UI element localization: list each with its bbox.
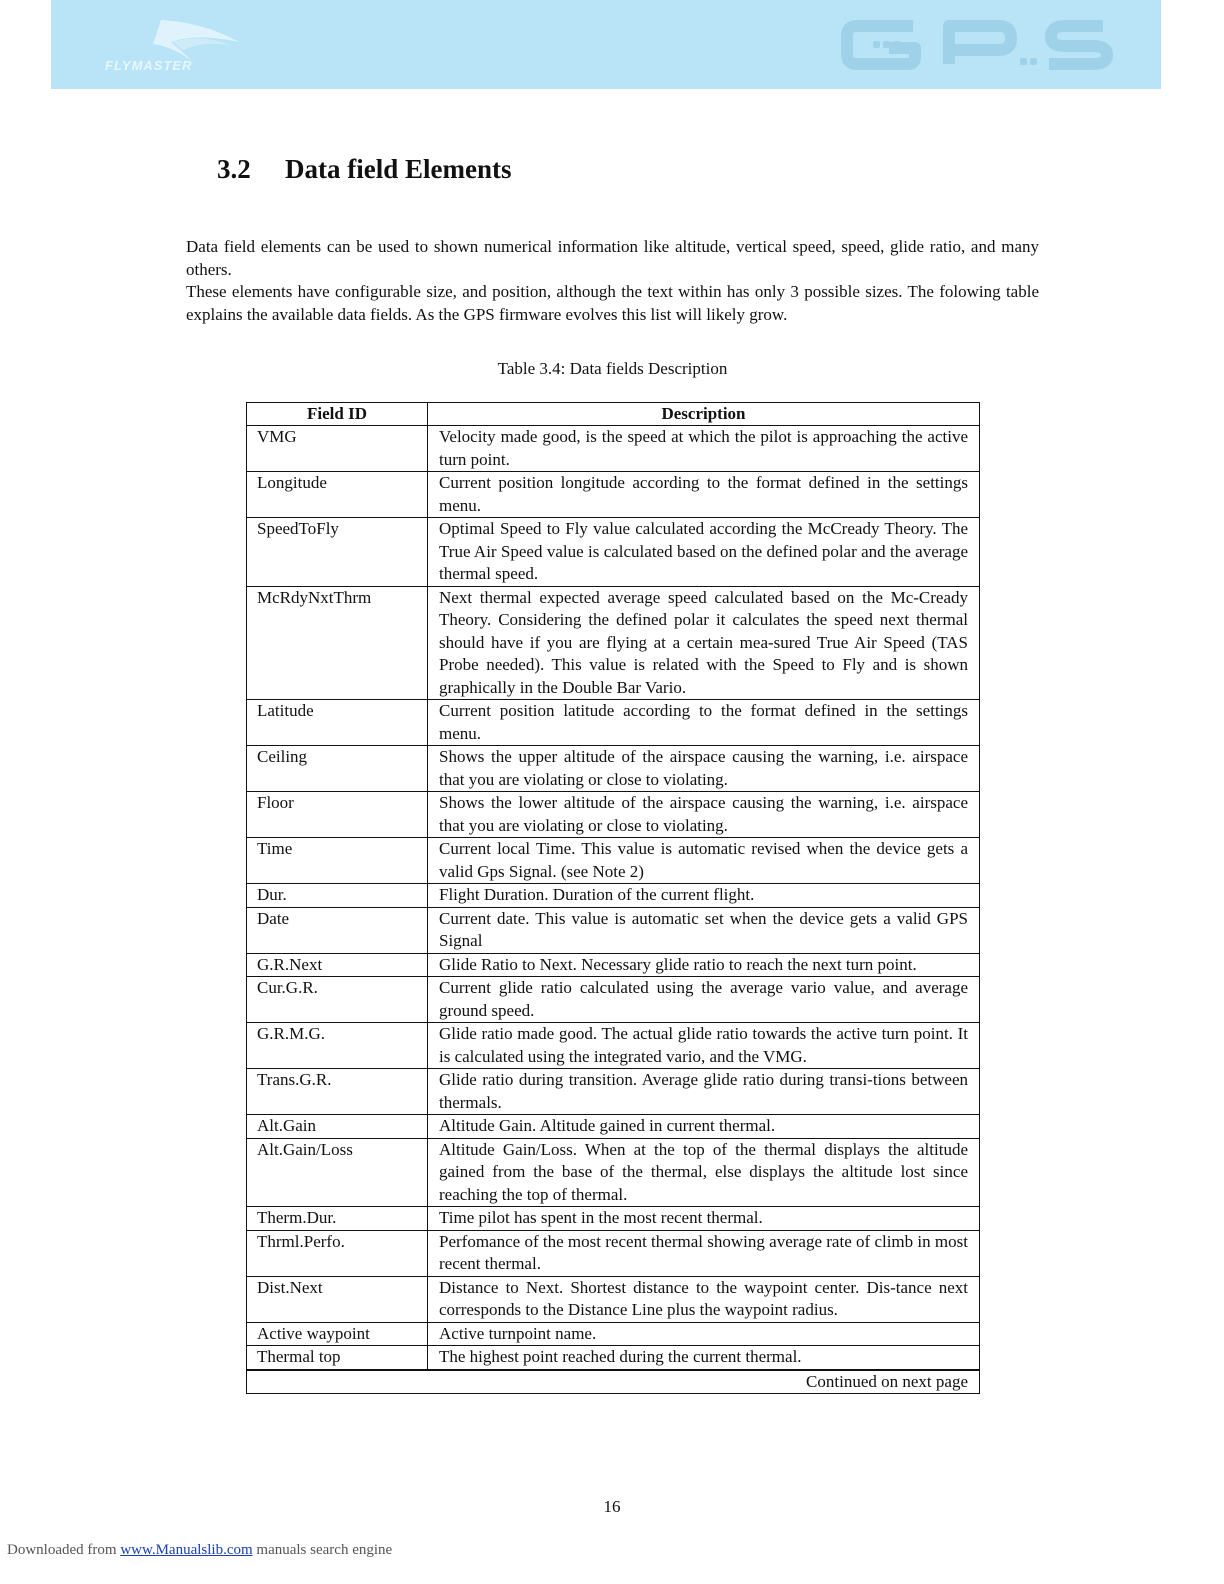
field-id-cell: Alt.Gain bbox=[247, 1115, 428, 1139]
field-id-cell: Therm.Dur. bbox=[247, 1207, 428, 1231]
footer-prefix: Downloaded from bbox=[7, 1542, 117, 1558]
table-row bbox=[247, 1115, 980, 1139]
field-id-cell: Dist.Next bbox=[247, 1276, 428, 1322]
field-id-cell: Floor bbox=[247, 792, 428, 838]
table-row bbox=[247, 426, 980, 472]
table-row bbox=[247, 953, 980, 977]
brand-name: FLYMASTER bbox=[105, 58, 193, 73]
field-id-cell: McRdyNxtThrm bbox=[247, 586, 428, 700]
table-row bbox=[247, 977, 980, 1023]
field-id-cell: G.R.M.G. bbox=[247, 1023, 428, 1069]
description-cell: Current date. This value is automatic set when the device gets a valid GPS Signal bbox=[428, 907, 980, 953]
description-cell: Current glide ratio calculated using the average vario value, and average ground speed. bbox=[428, 977, 980, 1023]
section-number: 3.2 bbox=[217, 154, 251, 184]
intro-paragraph-2: These elements have configurable size, and position, although the text within has only 3 possible sizes. The folowing table explains the available data fields. As the GPS firmware evolves this list will likely grow. bbox=[186, 282, 1039, 324]
header-field-id: Field ID bbox=[247, 403, 428, 426]
description-cell: Next thermal expected average speed calculated based on the Mc-Cready Theory. Considering the defined polar it calculates the speed next thermal should have if you are flying at a certain mea-sured True Air Speed (TAS Probe needed). This value is related with the Speed to Fly and is shown graphically in the Double Bar Vario. bbox=[428, 586, 980, 700]
table-row bbox=[247, 1276, 980, 1322]
table-caption: Table 3.4: Data fields Description bbox=[497, 359, 728, 378]
description-cell: Glide ratio during transition. Average glide ratio during transi-tions between thermals. bbox=[428, 1069, 980, 1115]
manualslib-link[interactable]: www.Manualslib.com bbox=[120, 1542, 253, 1558]
field-id-cell: Thermal top bbox=[247, 1346, 428, 1370]
field-id-cell: SpeedToFly bbox=[247, 518, 428, 587]
table-row bbox=[247, 518, 980, 587]
page-number: 16 bbox=[603, 1497, 621, 1516]
description-cell: Shows the lower altitude of the airspace causing the warning, i.e. airspace that you are violating or close to violating. bbox=[428, 792, 980, 838]
table-row bbox=[247, 1230, 980, 1276]
table-row bbox=[247, 472, 980, 518]
description-cell: Perfomance of the most recent thermal showing average rate of climb in most recent thermal. bbox=[428, 1230, 980, 1276]
description-cell: The highest point reached during the current thermal. bbox=[428, 1346, 980, 1370]
description-cell: Velocity made good, is the speed at which the pilot is approaching the active turn point. bbox=[428, 426, 980, 472]
description-cell: Current position longitude according to the format defined in the settings menu. bbox=[428, 472, 980, 518]
table-row bbox=[247, 884, 980, 908]
intro-text bbox=[186, 236, 1039, 326]
footer bbox=[7, 1542, 392, 1559]
data-fields-table-container bbox=[246, 402, 979, 1394]
field-id-cell: Trans.G.R. bbox=[247, 1069, 428, 1115]
table-row bbox=[247, 1207, 980, 1231]
table-row bbox=[247, 1069, 980, 1115]
continued-note: Continued on next page bbox=[247, 1370, 980, 1394]
table-header-row bbox=[247, 403, 980, 426]
description-cell: Flight Duration. Duration of the current flight. bbox=[428, 884, 980, 908]
table-row bbox=[247, 792, 980, 838]
table-row bbox=[247, 1346, 980, 1370]
description-cell: Glide Ratio to Next. Necessary glide ratio to reach the next turn point. bbox=[428, 953, 980, 977]
field-id-cell: Ceiling bbox=[247, 746, 428, 792]
field-id-cell: VMG bbox=[247, 426, 428, 472]
field-id-cell: Active waypoint bbox=[247, 1322, 428, 1346]
description-cell: Distance to Next. Shortest distance to the waypoint center. Dis-tance next corresponds to the Distance Line plus the waypoint radius. bbox=[428, 1276, 980, 1322]
table-row bbox=[247, 1138, 980, 1207]
table-row bbox=[247, 1023, 980, 1069]
intro-paragraph-1: Data field elements can be used to shown numerical information like altitude, vertical speed, speed, glide ratio, and many others. bbox=[186, 237, 1039, 279]
header-description: Description bbox=[428, 403, 980, 426]
table-body bbox=[247, 426, 980, 1370]
field-id-cell: Date bbox=[247, 907, 428, 953]
header-banner bbox=[51, 0, 1161, 89]
section-title: Data field Elements bbox=[285, 154, 512, 184]
field-id-cell: Dur. bbox=[247, 884, 428, 908]
field-id-cell: Time bbox=[247, 838, 428, 884]
field-id-cell: Thrml.Perfo. bbox=[247, 1230, 428, 1276]
description-cell: Altitude Gain/Loss. When at the top of the thermal displays the altitude gained from the base of the thermal, else displays the altitude lost since reaching the top of thermal. bbox=[428, 1138, 980, 1207]
gps-logo-icon bbox=[839, 18, 1119, 72]
table-row bbox=[247, 586, 980, 700]
footer-suffix: manuals search engine bbox=[256, 1542, 393, 1558]
table-row bbox=[247, 700, 980, 746]
table-row bbox=[247, 746, 980, 792]
field-id-cell: Alt.Gain/Loss bbox=[247, 1138, 428, 1207]
table-row bbox=[247, 838, 980, 884]
table-continued-row bbox=[247, 1370, 980, 1394]
description-cell: Current position latitude according to the format defined in the settings menu. bbox=[428, 700, 980, 746]
description-cell: Shows the upper altitude of the airspace causing the warning, i.e. airspace that you are violating or close to violating. bbox=[428, 746, 980, 792]
table-row bbox=[247, 1322, 980, 1346]
description-cell: Glide ratio made good. The actual glide ratio towards the active turn point. It is calculated using the integrated vario, and the VMG. bbox=[428, 1023, 980, 1069]
data-fields-table bbox=[246, 402, 980, 1394]
field-id-cell: Cur.G.R. bbox=[247, 977, 428, 1023]
field-id-cell: G.R.Next bbox=[247, 953, 428, 977]
table-row bbox=[247, 907, 980, 953]
section-heading bbox=[217, 154, 511, 185]
description-cell: Active turnpoint name. bbox=[428, 1322, 980, 1346]
description-cell: Current local Time. This value is automatic revised when the device gets a valid Gps Signal. (see Note 2) bbox=[428, 838, 980, 884]
description-cell: Altitude Gain. Altitude gained in current thermal. bbox=[428, 1115, 980, 1139]
description-cell: Optimal Speed to Fly value calculated according the McCready Theory. The True Air Speed value is calculated based on the defined polar and the average thermal speed. bbox=[428, 518, 980, 587]
field-id-cell: Longitude bbox=[247, 472, 428, 518]
field-id-cell: Latitude bbox=[247, 700, 428, 746]
description-cell: Time pilot has spent in the most recent thermal. bbox=[428, 1207, 980, 1231]
